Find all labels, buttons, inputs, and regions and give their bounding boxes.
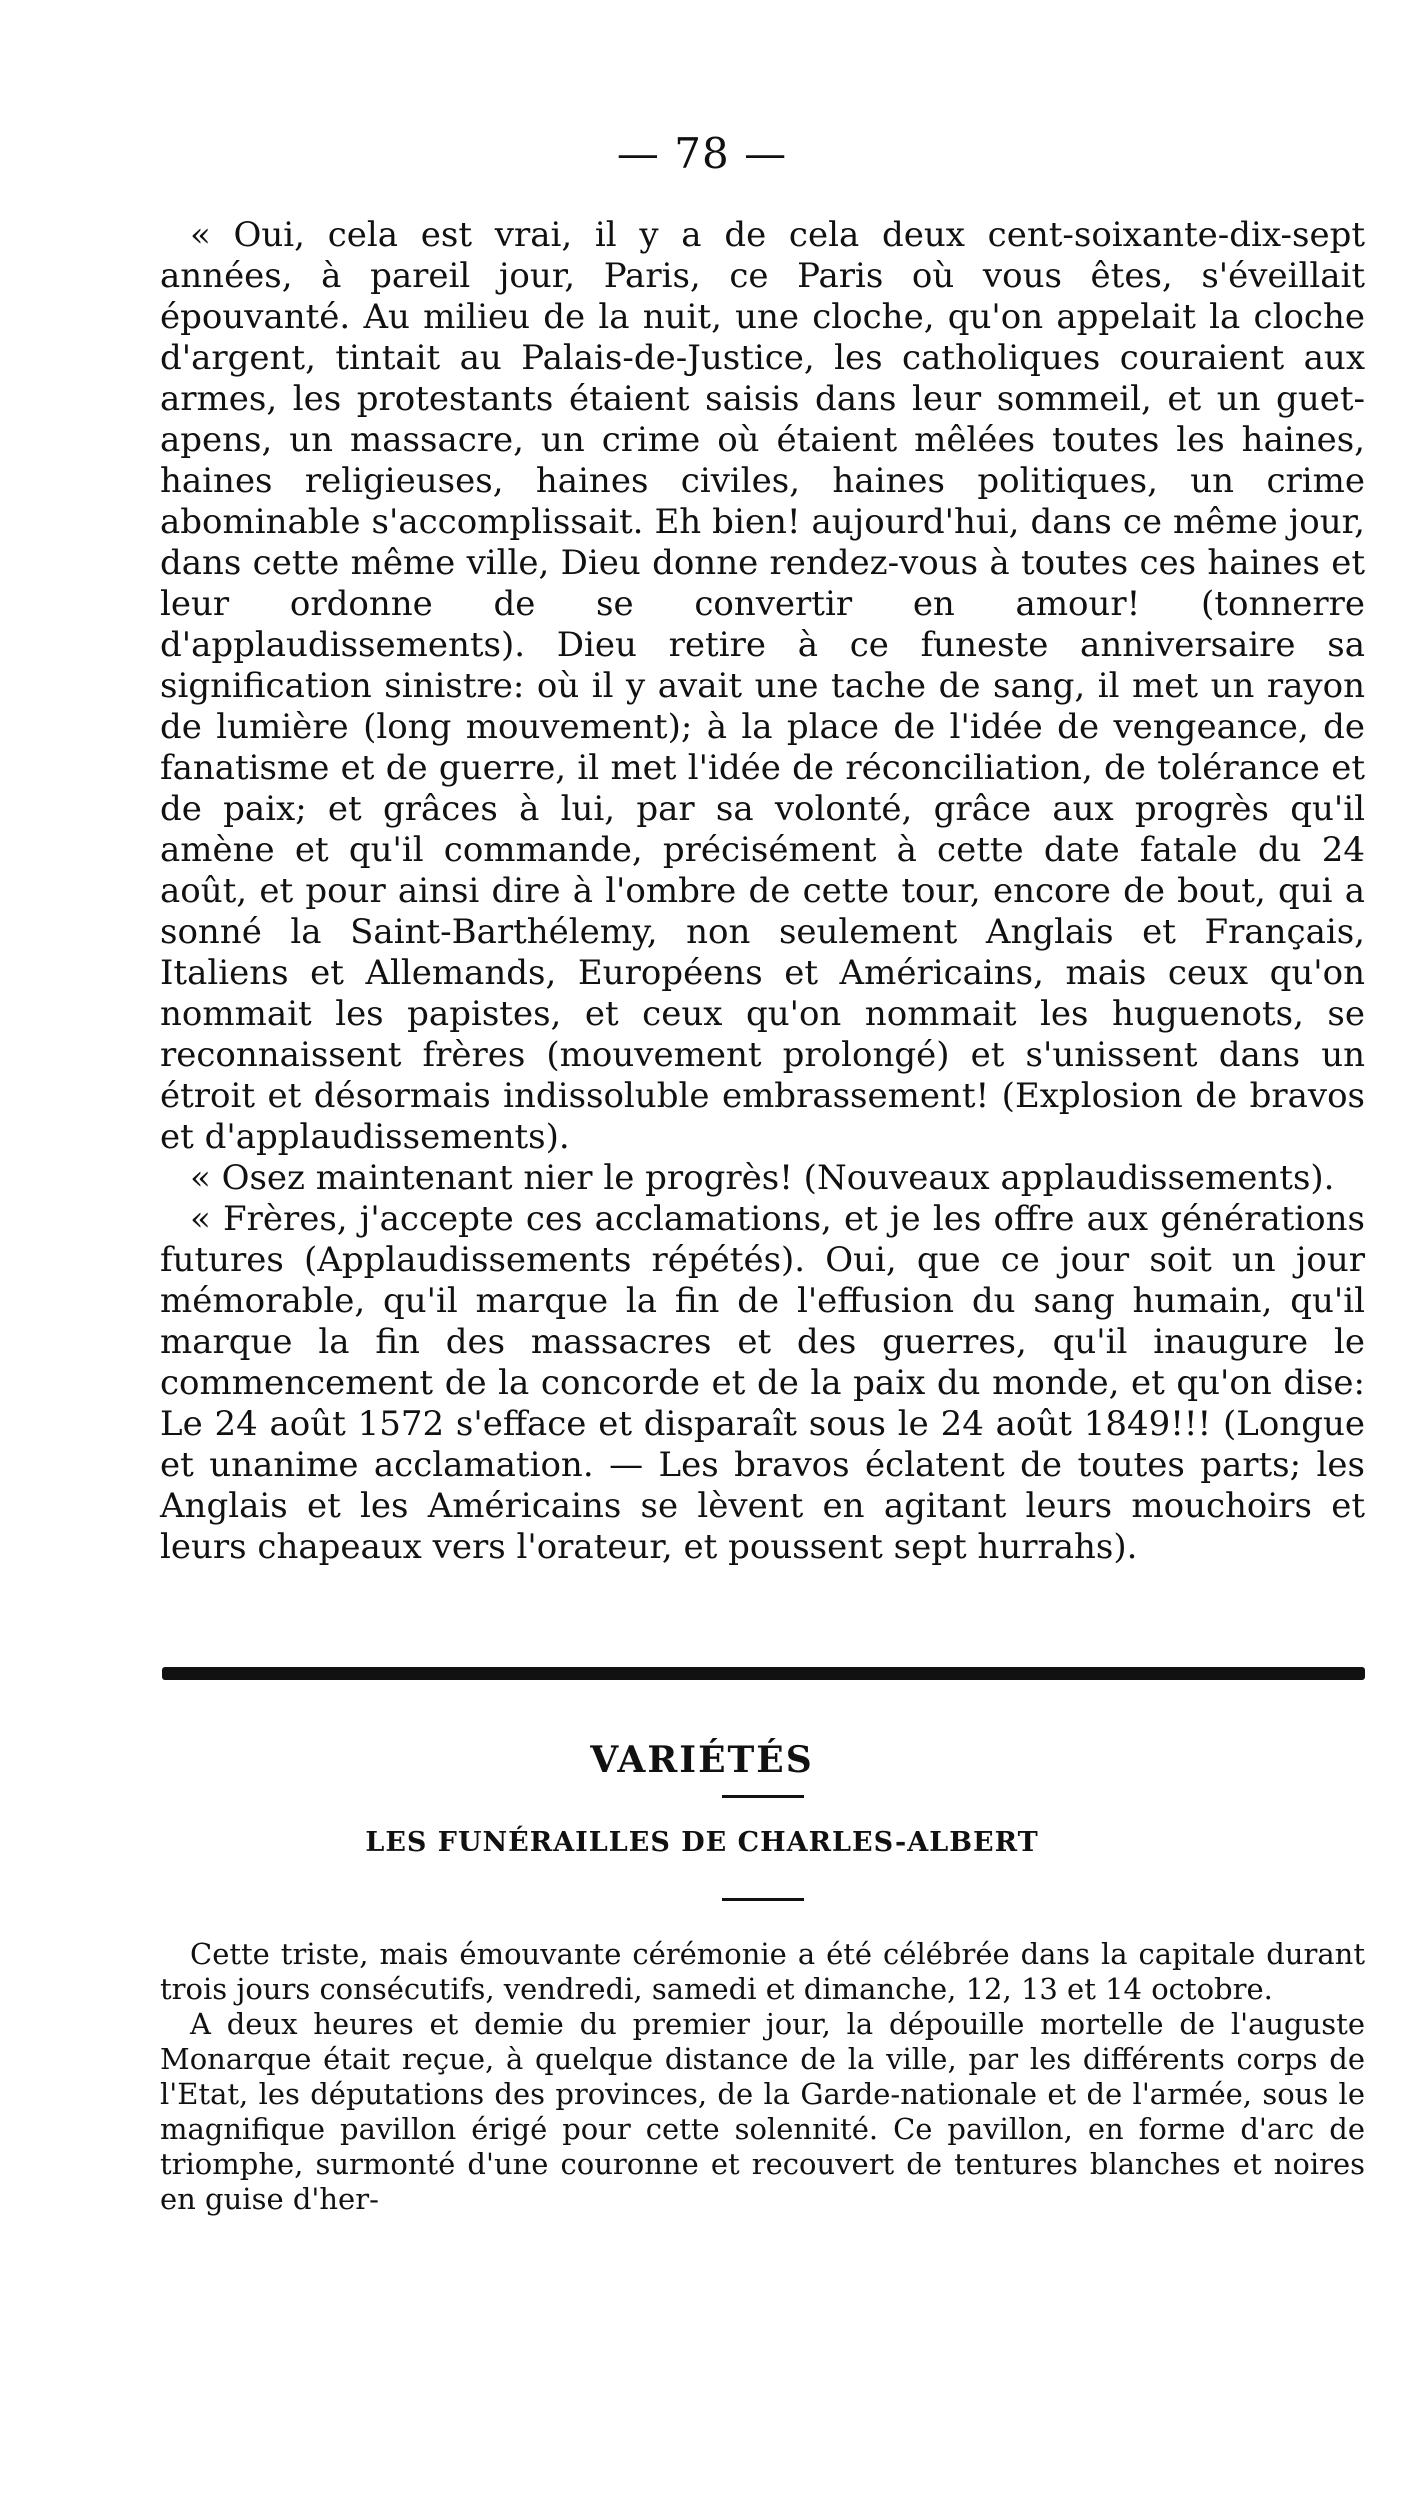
article-text [160,1937,1365,2217]
article-paragraph: A deux heures et demie du premier jour, la dépouille mortelle de l'auguste Monarque était reçue, à quelque distance de la ville, par les différents corps de l'Etat, les députations des provinces, de la Garde-nationale et de l'armée, sous le magnifique pavillon érigé pour cette solennité. Ce pavillon, en forme d'arc de triomphe, surmonté d'une couronne et recouvert de tentures blanches et noires en guise d'her- [160,2007,1365,2216]
article-paragraph: Cette triste, mais émouvante cérémonie a été célébrée dans la capitale durant trois jours consécutifs, vendredi, samedi et dimanche, 12, 13 et 14 octobre. [160,1937,1365,2006]
speech-paragraph: « Osez maintenant nier le progrès! (Nouveaux applaudissements). [190,1158,1335,1198]
speech-paragraph: « Oui, cela est vrai, il y a de cela deux cent-soixante-dix-sept années, à pareil jour, Paris, ce Paris où vous êtes, s'éveillait épouvanté. Au milieu de la nuit, une cloche, qu'on appelait la cloche d'argent, tintait au Palais-de-Justice, les catholiques couraient aux armes, les protestants étaient saisis dans leur sommeil, et un guet-apens, un massacre, un crime où étaient mêlées toutes les haines, haines religieuses, haines civiles, haines politiques, un crime abominable s'accomplissait. Eh bien! aujourd'hui, dans ce même jour, dans cette même ville, Dieu donne rendez-vous à toutes ces haines et leur ordonne de se convertir en amour! (tonnerre d'applaudissements). Dieu retire à ce funeste anniversaire sa signification sinistre: où il y avait une tache de sang, il met un rayon de lumière (long mouvement); à la place de l'idée de vengeance, de fanatisme et de guerre, il met l'idée de réconciliation, de tolérance et de paix; et grâces à lui, par sa volonté, grâce aux progrès qu'il amène et qu'il commande, précisément à cette date fatale du 24 août, et pour ainsi dire à l'ombre de cette tour, encore de bout, qui a sonné la Saint-Barthélemy, non seulement Anglais et Français, Italiens et Allemands, Européens et Américains, mais ceux qu'on nommait les papistes, et ceux qu'on nommait les huguenots, se reconnaissent frères (mouvement prolongé) et s'unissent dans un étroit et désormais indissoluble embrassement! (Explosion de bravos et d'applaudissements). [160,215,1365,1157]
subtitle-rule [722,1898,804,1901]
speech-paragraph: « Frères, j'accepte ces acclamations, et je les offre aux générations futures (Applaudissements répétés). Oui, que ce jour soit un jour mémorable, qu'il marque la fin de l'effusion du sang humain, qu'il marque la fin des massacres et des guerres, qu'il inaugure le commencement de la concorde et de la paix du monde, et qu'on dise: Le 24 août 1572 s'efface et disparaît sous le 24 août 1849!!! (Longue et unanime acclamation. — Les bravos éclatent de toutes parts; les Anglais et les Américains se lèvent en agitant leurs mouchoirs et leurs chapeaux vers l'orateur, et poussent sept hurrahs). [160,1199,1365,1567]
section-divider [162,1667,1365,1680]
page-number: — 78 — [616,129,788,178]
speech-text [160,215,1365,1568]
subsection-title: LES FUNÉRAILLES DE CHARLES-ALBERT [365,1827,1039,1858]
title-rule [722,1795,804,1798]
section-title: VARIÉTÉS [590,1739,814,1781]
